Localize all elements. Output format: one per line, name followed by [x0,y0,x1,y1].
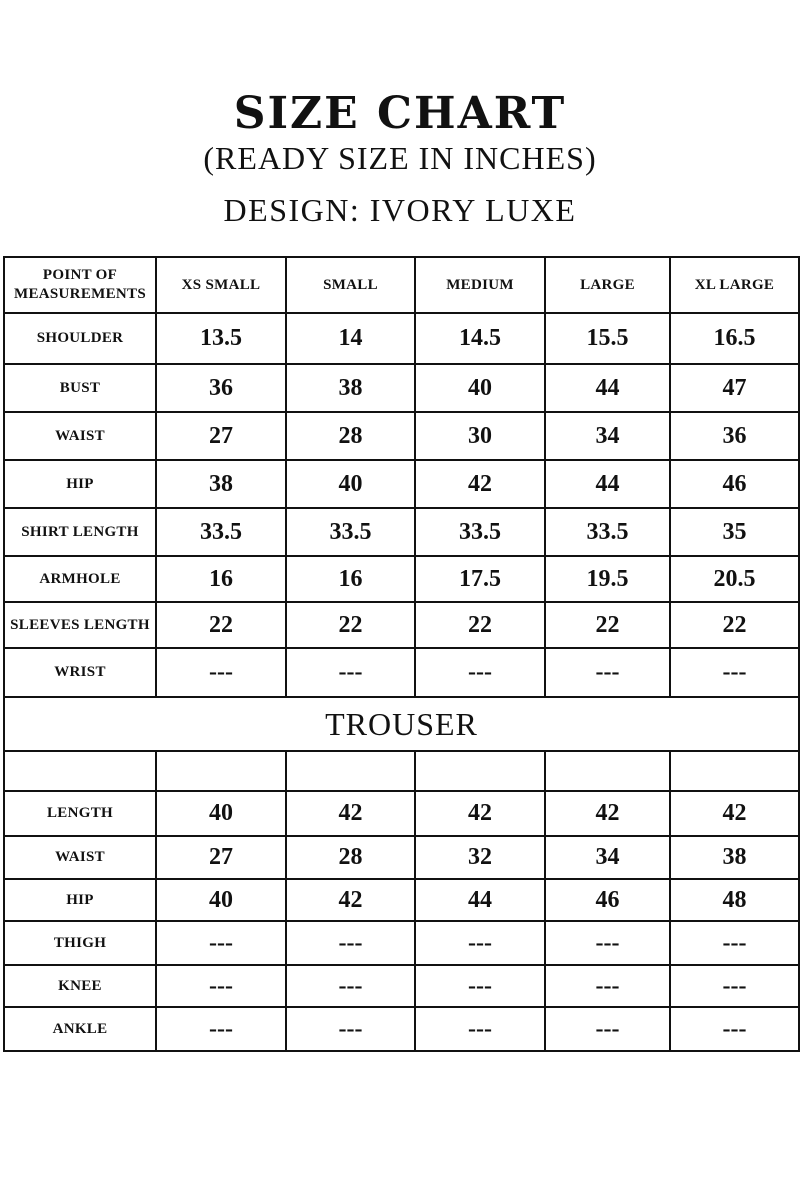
cell-value: 15.5 [545,313,670,364]
row-label: WRIST [4,648,156,697]
row-label: KNEE [4,965,156,1007]
cell-value: --- [286,1007,415,1051]
cell-value: 47 [670,364,799,412]
cell-value: 42 [670,791,799,836]
table-row [4,313,799,364]
cell-value: 22 [156,602,286,648]
table-row [4,921,799,965]
row-label: HIP [4,460,156,508]
row-label: ANKLE [4,1007,156,1051]
row-label: ARMHOLE [4,556,156,602]
cell-value: 42 [415,791,545,836]
row-label: THIGH [4,921,156,965]
cell-value: --- [286,921,415,965]
row-label: HIP [4,879,156,921]
row-label: SHOULDER [4,313,156,364]
cell-value: 33.5 [415,508,545,556]
cell-value: 28 [286,412,415,460]
cell-value: 44 [545,364,670,412]
cell-value: 22 [286,602,415,648]
cell-value: --- [156,965,286,1007]
cell-value: 35 [670,508,799,556]
cell-value: 44 [415,879,545,921]
empty-row [4,751,799,791]
empty-cell [415,751,545,791]
cell-value: --- [545,921,670,965]
cell-value: 27 [156,412,286,460]
cell-value: --- [670,648,799,697]
cell-value: --- [670,1007,799,1051]
size-header: LARGE [545,257,670,313]
cell-value: 42 [545,791,670,836]
cell-value: 46 [670,460,799,508]
cell-value: 30 [415,412,545,460]
cell-value: 17.5 [415,556,545,602]
cell-value: --- [545,1007,670,1051]
table-row [4,412,799,460]
cell-value: 40 [156,791,286,836]
cell-value: 38 [156,460,286,508]
cell-value: --- [415,921,545,965]
row-label: WAIST [4,412,156,460]
table-row [4,602,799,648]
cell-value: 34 [545,412,670,460]
empty-cell [4,751,156,791]
cell-value: 42 [286,791,415,836]
table-row [4,648,799,697]
cell-value: 22 [415,602,545,648]
cell-value: 38 [286,364,415,412]
cell-value: 38 [670,836,799,879]
row-label: BUST [4,364,156,412]
cell-value: --- [545,965,670,1007]
row-label: SLEEVES LENGTH [4,602,156,648]
cell-value: 22 [670,602,799,648]
page-title: SIZE CHART [233,88,567,139]
cell-value: 16.5 [670,313,799,364]
table-row [4,965,799,1007]
cell-value: --- [670,965,799,1007]
section-row [4,697,799,751]
cell-value: --- [286,648,415,697]
table-row [4,460,799,508]
table-row [4,791,799,836]
row-label: LENGTH [4,791,156,836]
cell-value: --- [156,921,286,965]
cell-value: 27 [156,836,286,879]
empty-cell [286,751,415,791]
cell-value: --- [670,921,799,965]
empty-cell [670,751,799,791]
cell-value: 33.5 [286,508,415,556]
cell-value: 33.5 [545,508,670,556]
cell-value: 36 [670,412,799,460]
size-header: XL LARGE [670,257,799,313]
table-row [4,364,799,412]
cell-value: 28 [286,836,415,879]
cell-value: --- [156,1007,286,1051]
row-label: SHIRT LENGTH [4,508,156,556]
cell-value: 40 [286,460,415,508]
cell-value: 33.5 [156,508,286,556]
table-row [4,556,799,602]
trouser-heading: TROUSER [4,697,799,751]
size-chart-table [3,256,800,1052]
cell-value: 32 [415,836,545,879]
empty-cell [156,751,286,791]
cell-value: 42 [415,460,545,508]
cell-value: --- [286,965,415,1007]
cell-value: 20.5 [670,556,799,602]
page-subtitle: (READY SIZE IN INCHES) [203,140,597,176]
size-header: MEDIUM [415,257,545,313]
cell-value: --- [545,648,670,697]
corner-label: POINT OF MEASUREMENTS [4,257,156,313]
size-header: XS SMALL [156,257,286,313]
row-label: WAIST [4,836,156,879]
cell-value: --- [415,1007,545,1051]
cell-value: 14 [286,313,415,364]
header-row [4,257,799,313]
cell-value: 42 [286,879,415,921]
cell-value: 14.5 [415,313,545,364]
cell-value: --- [415,965,545,1007]
size-header: SMALL [286,257,415,313]
cell-value: 34 [545,836,670,879]
cell-value: 44 [545,460,670,508]
cell-value: --- [156,648,286,697]
cell-value: 16 [156,556,286,602]
table-row [4,1007,799,1051]
cell-value: 13.5 [156,313,286,364]
cell-value: 40 [156,879,286,921]
cell-value: 16 [286,556,415,602]
empty-cell [545,751,670,791]
cell-value: 48 [670,879,799,921]
design-name: DESIGN: IVORY LUXE [223,192,577,228]
table-row [4,836,799,879]
cell-value: 36 [156,364,286,412]
table-row [4,879,799,921]
cell-value: 46 [545,879,670,921]
cell-value: --- [415,648,545,697]
table-row [4,508,799,556]
cell-value: 40 [415,364,545,412]
cell-value: 22 [545,602,670,648]
cell-value: 19.5 [545,556,670,602]
